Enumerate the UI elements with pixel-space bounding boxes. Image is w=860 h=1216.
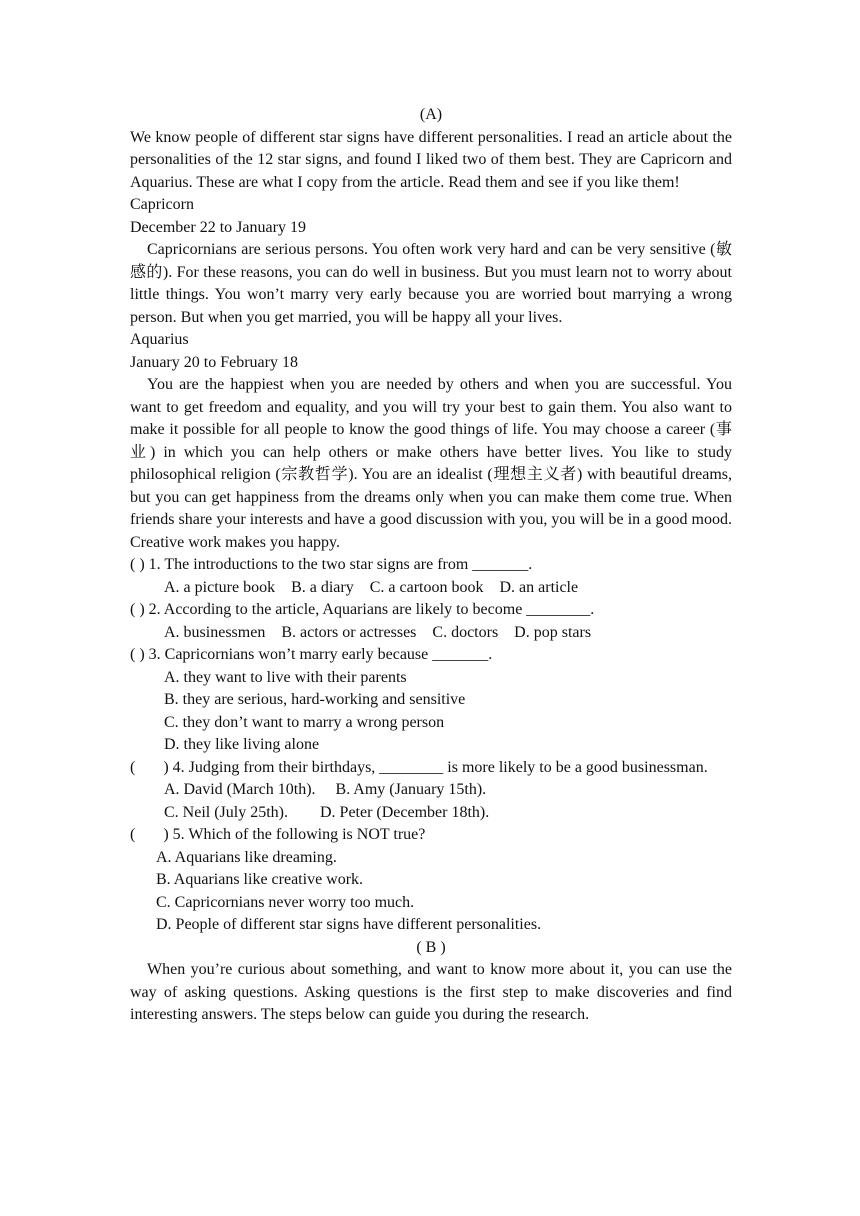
question-5: ( ) 5. Which of the following is NOT true?: [130, 826, 426, 843]
question-2-options: A. businessmen B. actors or actresses C. doctors D. pop stars: [164, 623, 592, 641]
question-4-options-row-1: A. David (March 10th). B. Amy (January 15th).: [164, 781, 487, 798]
question-1: ( ) 1. The introductions to the two star signs are from _______.: [130, 556, 533, 573]
capricorn-dates: December 22 to January 19: [130, 218, 306, 236]
aquarius-text: You are the happiest when you are needed by others and when you are successful. You want to get freedom and equality, and you will try your best to gain them. You also want to make it possible for all people to know the good things of life. You may choose a career (事业) in which you can help others or make others have better lives. You like to study philosophical religion (宗教哲学). You are an idealist (理想主义者) with beautiful dreams, but you can get happiness from the dreams only when you can make them come true. When friends share your interests and have a good discussion with you, you will be in a good mood. Creative work makes you happy.: [130, 376, 733, 551]
section-a-heading: (A): [419, 106, 443, 123]
question-2: ( ) 2. According to the article, Aquarians are likely to become ________.: [130, 601, 595, 618]
capricorn-title: Capricorn: [130, 196, 194, 213]
question-3-option-d: D. they like living alone: [164, 736, 320, 753]
capricorn-text: Capricornians are serious persons. You often work very hard and can be very sensitive (敏感的). For these reasons, you can do well in business. But you must learn not to worry about little things. You won’t marry very early because you are worried bout marrying a wrong person. But when you get married, you will be happy all your lives.: [130, 241, 733, 326]
question-4-options-row-2: C. Neil (July 25th). D. Peter (December 18th).: [164, 803, 490, 821]
question-3-option-c: C. they don’t want to marry a wrong person: [164, 713, 445, 731]
aquarius-title: Aquarius: [130, 331, 189, 348]
question-5-option-a: A. Aquarians like dreaming.: [156, 848, 337, 866]
section-a-intro: We know people of different star signs have different personalities. I read an article about the personalities of the 12 star signs, and found I liked two of them best. They are Capricorn and Aquarius. These are what I copy from the article. Read them and see if you like them!: [130, 128, 732, 191]
question-5-option-d: D. People of different star signs have different personalities.: [156, 916, 542, 933]
question-3-option-a: A. they want to live with their parents: [164, 668, 407, 686]
question-3: ( ) 3. Capricornians won’t marry early because _______.: [130, 646, 493, 663]
aquarius-dates: January 20 to February 18: [130, 353, 298, 371]
question-3-option-b: B. they are serious, hard-working and sensitive: [164, 691, 466, 708]
section-b-intro: When you’re curious about something, and want to know more about it, you can use the way of asking questions. Asking questions is the first step to make discoveries and find interesting answers. The steps below can guide you during the research.: [130, 961, 732, 1023]
question-5-option-c: C. Capricornians never worry too much.: [156, 893, 415, 911]
question-5-option-b: B. Aquarians like creative work.: [156, 871, 364, 888]
question-4: ( ) 4. Judging from their birthdays, ________ is more likely to be a good businessman.: [130, 758, 708, 776]
question-1-options: A. a picture book B. a diary C. a cartoon book D. an article: [164, 578, 579, 596]
document-content: [130, 104, 732, 1027]
section-b-heading: ( B ): [416, 938, 446, 956]
